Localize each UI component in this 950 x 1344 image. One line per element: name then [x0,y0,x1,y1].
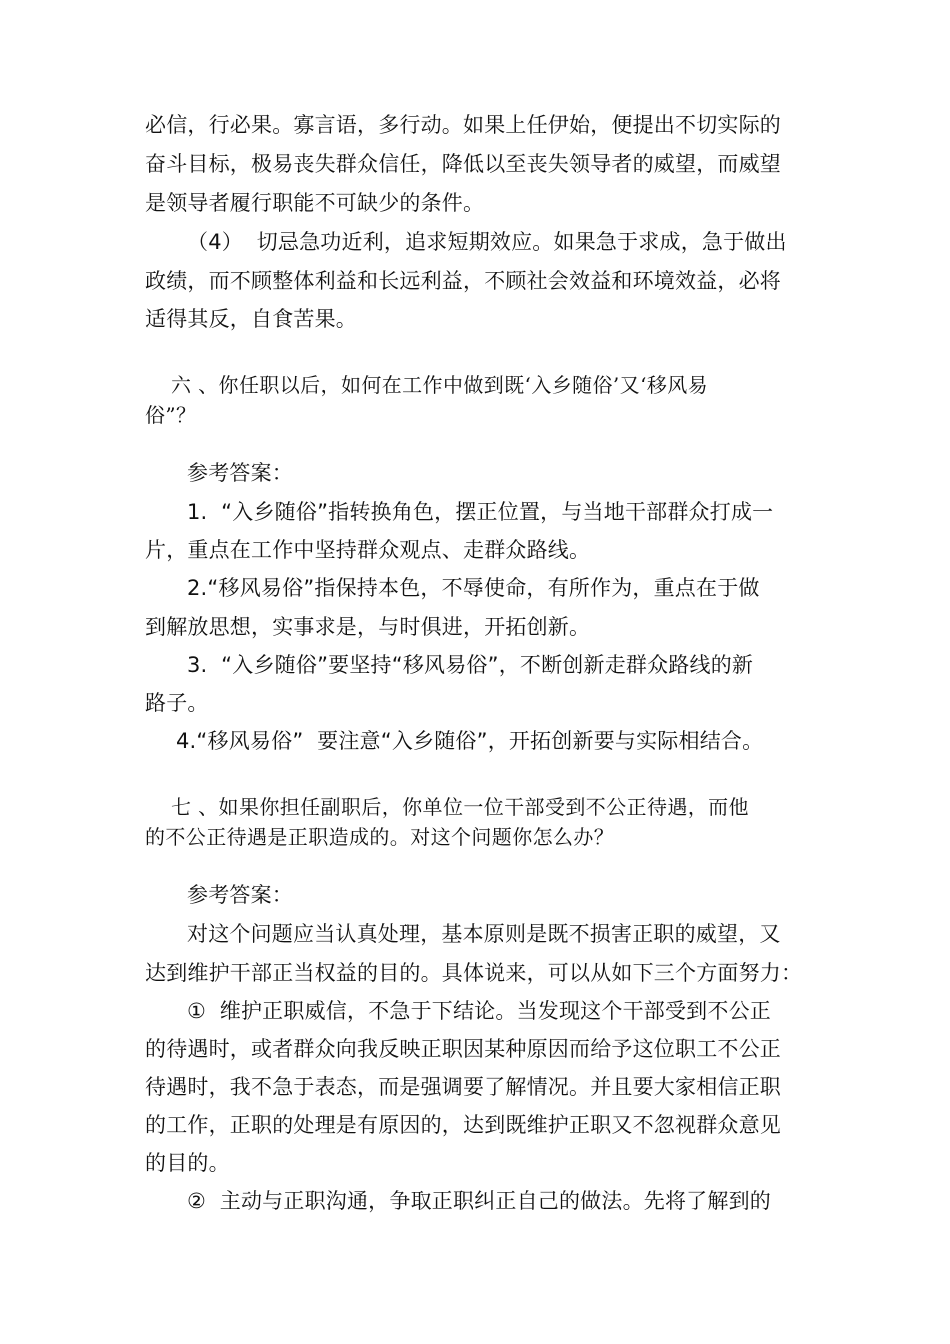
question-heading: 六 、你任职以后，如何在工作中做到既‘入乡随俗’又‘移风易 [171,373,709,397]
text-line: 的待遇时，或者群众向我反映正职因某种原因而给予这位职工不公正 [145,1037,781,1061]
list-item: 3. “入乡随俗”要坚持“移风易俗”，不断创新走群众路线的新 [187,653,754,677]
text-line: 的目的。 [145,1151,230,1175]
answer-label: 参考答案： [187,883,293,907]
text-line: 路子。 [145,691,209,715]
list-item: 4.“移风易俗” 要注意“入乡随俗”，开拓创新要与实际相结合。 [176,729,764,753]
list-item: 2.“移风易俗”指保持本色，不辱使命，有所作为，重点在于做 [187,576,760,600]
list-item: ② 主动与正职沟通，争取正职纠正自己的做法。先将了解到的 [187,1189,771,1213]
question-heading: 俗”？ [145,403,197,427]
text-line: 达到维护干部正当权益的目的。具体说来，可以从如下三个方面努力： [145,961,803,985]
text-line: 的工作，正职的处理是有原因的，达到既维护正职又不忽视群众意见 [145,1113,781,1137]
question-heading: 的不公正待遇是正职造成的。对这个问题你怎么办？ [145,825,615,849]
question-heading: 七 、如果你担任副职后，你单位一位干部受到不公正待遇，而他 [171,795,749,819]
text-line: 奋斗目标，极易丧失群众信任，降低以至丧失领导者的威望，而威望 [145,152,781,176]
text-line: 政绩，而不顾整体利益和长远利益，不顾社会效益和环境效益，必将 [145,269,781,293]
text-line: 是领导者履行职能不可缺少的条件。 [145,191,485,215]
text-line: （4） 切忌急功近利，追求短期效应。如果急于求成，急于做出 [187,230,787,254]
answer-label: 参考答案： [187,461,293,485]
text-line: 适得其反，自食苦果。 [145,307,357,331]
list-item: 1. “入乡随俗”指转换角色，摆正位置，与当地干部群众打成一 [187,500,774,524]
text-line: 必信，行必果。寡言语，多行动。如果上任伊始，便提出不切实际的 [145,113,781,137]
text-line: 到解放思想，实事求是，与时俱进，开拓创新。 [145,615,591,639]
list-item: ① 维护正职威信，不急于下结论。当发现这个干部受到不公正 [187,999,771,1023]
text-line: 待遇时，我不急于表态，而是强调要了解情况。并且要大家相信正职 [145,1075,781,1099]
text-line: 对这个问题应当认真处理，基本原则是既不损害正职的威望，又 [187,922,781,946]
text-line: 片，重点在工作中坚持群众观点、走群众路线。 [145,538,591,562]
